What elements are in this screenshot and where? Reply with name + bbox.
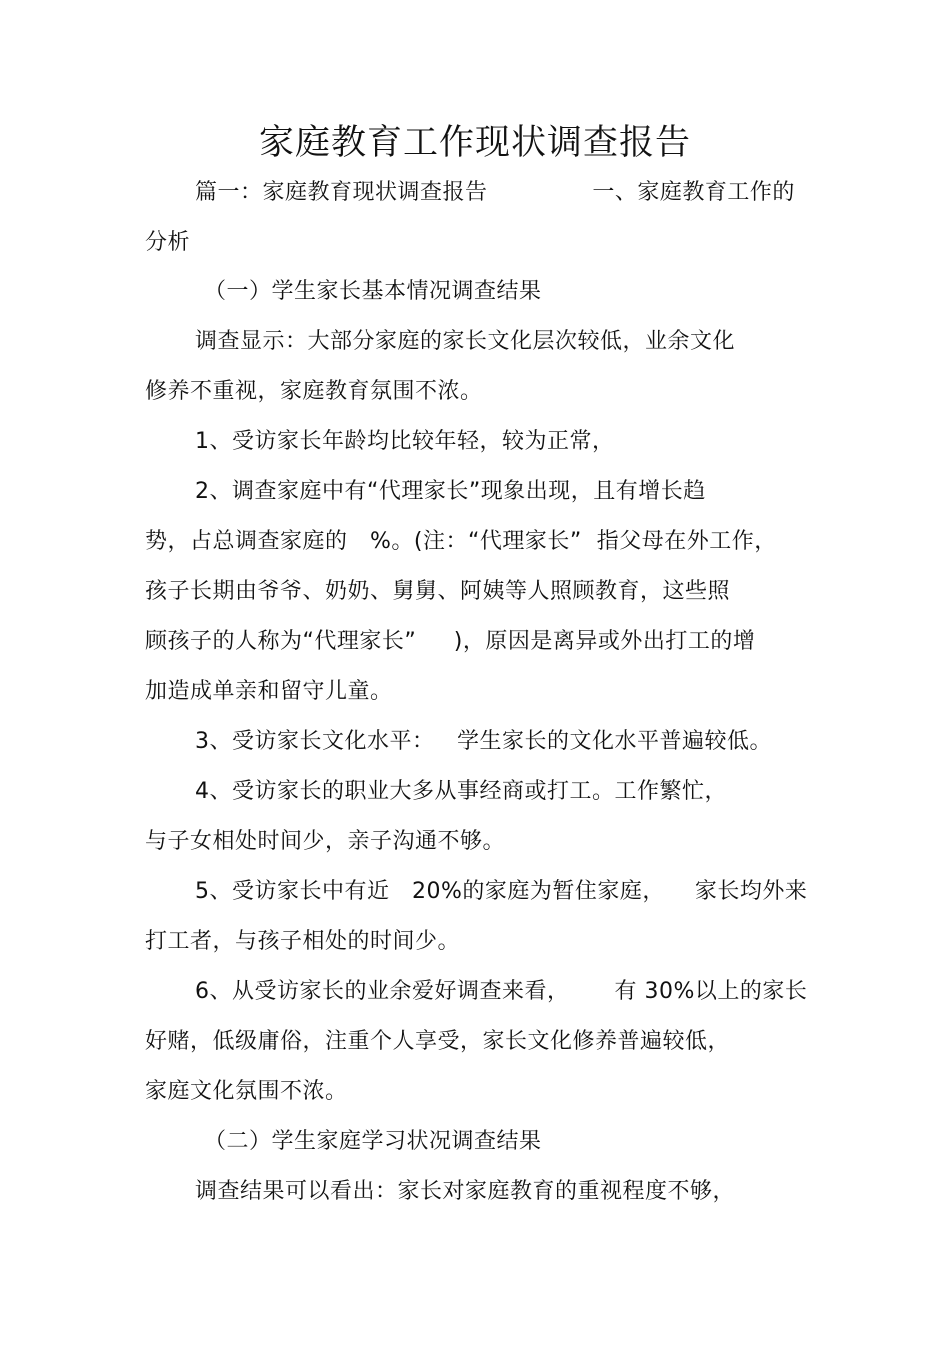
list-item-6: 6、从受访家长的业余爱好调查来看， 有 30%以上的家长 — [195, 979, 808, 1004]
list-item-6-cont: 好赌，低级庸俗，注重个人享受，家长文化修养普遍较低， — [145, 1029, 731, 1054]
paragraph-line-intro: 篇一：家庭教育现状调查报告 一、家庭教育工作的 — [195, 180, 795, 205]
paragraph-line: 调查结果可以看出：家长对家庭教育的重视程度不够， — [195, 1179, 736, 1204]
section-heading-1: （一）学生家长基本情况调查结果 — [204, 279, 542, 304]
section-heading-2: （二）学生家庭学习状况调查结果 — [204, 1129, 542, 1154]
list-item-3: 3、受访家长文化水平： 学生家长的文化水平普遍较低。 — [195, 729, 772, 754]
list-item-4-cont: 与子女相处时间少，亲子沟通不够。 — [145, 829, 506, 854]
paragraph-line-intro-cont: 分析 — [145, 230, 191, 255]
list-item-5: 5、受访家长中有近 20%的家庭为暂住家庭， 家长均外来 — [195, 879, 808, 904]
list-item-2-cont: 孩子长期由爷爷、奶奶、舅舅、阿姨等人照顾教育，这些照 — [145, 579, 731, 604]
paragraph-line: 修养不重视，家庭教育氛围不浓。 — [145, 379, 483, 404]
list-item-6-cont: 家庭文化氛围不浓。 — [145, 1079, 348, 1104]
list-item-2-cont: 势，占总调查家庭的 %。(注：“代理家长” 指父母在外工作， — [145, 529, 777, 554]
list-item-2-cont: 顾孩子的人称为“代理家长” )，原因是离异或外出打工的增 — [145, 629, 756, 654]
list-item-5-cont: 打工者，与孩子相处的时间少。 — [145, 929, 461, 954]
list-item-2-cont: 加造成单亲和留守儿童。 — [145, 679, 393, 704]
list-item-1: 1、受访家长年龄均比较年轻，较为正常， — [195, 429, 615, 454]
list-item-2: 2、调查家庭中有“代理家长”现象出现，且有增长趋 — [195, 479, 706, 504]
document-title: 家庭教育工作现状调查报告 — [258, 123, 691, 163]
paragraph-line: 调查显示：大部分家庭的家长文化层次较低，业余文化 — [195, 329, 736, 354]
list-item-4: 4、受访家长的职业大多从事经商或打工。工作繁忙， — [195, 779, 727, 804]
